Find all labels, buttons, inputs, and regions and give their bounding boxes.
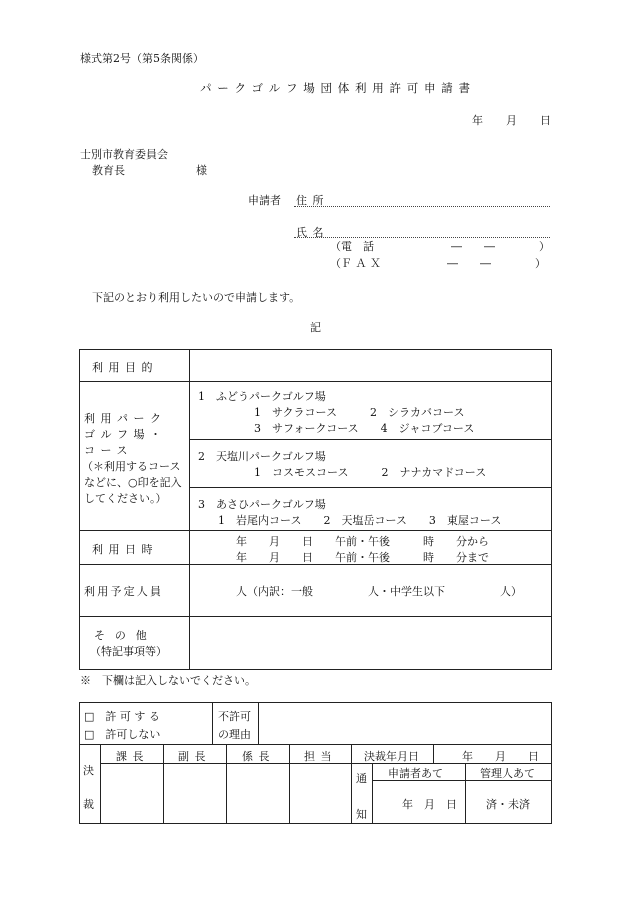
datetime-label: 利用日時 xyxy=(92,543,158,556)
header-kacho: 課長 xyxy=(116,750,149,763)
form-number: 様式第2号（第5条関係） xyxy=(80,52,204,65)
course-label-5: などに、○印を記入 xyxy=(84,476,182,489)
course-group-2-title: 2 天塩川パークゴルフ場 xyxy=(198,450,326,463)
tanto-stamp-cell[interactable] xyxy=(291,766,349,822)
course-group-1-line-2[interactable]: 3 サフォークコース 4 ジャコブコース xyxy=(254,422,475,435)
header-tanto: 担当 xyxy=(304,750,337,763)
decision-date-label: 決裁年月日 xyxy=(364,750,419,763)
applicant-address-label: 住所 xyxy=(296,194,329,207)
applicant-fax: （Ｆ Ａ Ｘ ― ― ） xyxy=(330,257,546,270)
notice-char-2: 知 xyxy=(356,808,367,821)
deny-checkbox[interactable]: □ 許可しない xyxy=(84,728,161,741)
intro-text: 下記のとおり利用したいので申請します。 xyxy=(92,291,301,304)
address-line[interactable] xyxy=(294,206,550,207)
datetime-to[interactable]: 年 月 日 午前・午後 時 分まで xyxy=(236,551,489,564)
course-group-1-title: 1 ふどうパークゴルフ場 xyxy=(198,390,326,403)
purpose-field[interactable] xyxy=(194,353,548,377)
note-text: ※ 下欄は記入しないでください。 xyxy=(80,674,256,687)
datetime-from[interactable]: 年 月 日 午前・午後 時 分から xyxy=(236,535,489,548)
other-label: その他 xyxy=(94,629,157,642)
reason-label-1: 不許可 xyxy=(218,710,251,723)
sai-char: 裁 xyxy=(83,798,94,811)
date-year: 年 xyxy=(472,114,483,127)
date-day: 日 xyxy=(540,114,551,127)
ki-mark: 記 xyxy=(310,321,321,334)
date-month: 月 xyxy=(506,114,517,127)
header-kakaricho: 係長 xyxy=(242,750,275,763)
notice-date[interactable]: 年 月 日 xyxy=(402,798,457,811)
people-value[interactable]: 人（内訳：一般 人・中学生以下 人） xyxy=(236,585,522,598)
other-field[interactable] xyxy=(194,620,548,666)
other-sub: （特記事項等） xyxy=(90,645,167,658)
course-group-2-line-1[interactable]: 1 コスモスコース 2 ナナカマドコース xyxy=(254,466,487,479)
to-manager-label: 管理人あて xyxy=(480,767,535,780)
form-title: パークゴルフ場団体利用許可申請書 xyxy=(200,81,476,95)
addressee-honorific: 様 xyxy=(196,164,207,177)
applicant-name-label: 氏名 xyxy=(296,226,329,239)
sent-status[interactable]: 済・未済 xyxy=(486,798,530,811)
applicant-label: 申請者 xyxy=(248,194,281,207)
addressee-org: 士別市教育委員会 xyxy=(80,148,168,161)
reason-field[interactable] xyxy=(262,706,548,740)
course-group-1-line-1[interactable]: 1 サクラコース 2 シラカバコース xyxy=(254,406,465,419)
course-label-6: してください。） xyxy=(84,492,167,505)
course-label-4: （＊利用するコース xyxy=(82,460,181,473)
people-label: 利用予定人員 xyxy=(84,585,164,598)
course-label-3: コース xyxy=(84,444,133,457)
decision-date-value[interactable]: 年 月 日 xyxy=(462,750,539,763)
fukucho-stamp-cell[interactable] xyxy=(165,766,224,822)
permit-checkbox[interactable]: □ 許 可 す る xyxy=(84,710,160,723)
reason-label-2: の理由 xyxy=(218,728,251,741)
ketsu-char: 決 xyxy=(83,764,94,777)
header-fukucho: 副長 xyxy=(178,750,211,763)
course-group-3-line-1[interactable]: 1 岩尾内コース 2 天塩岳コース 3 東屋コース xyxy=(218,514,502,527)
course-label-1: 利用パーク xyxy=(84,412,167,425)
kakaricho-stamp-cell[interactable] xyxy=(228,766,287,822)
to-applicant-label: 申請者あて xyxy=(388,767,443,780)
notice-char-1: 通 xyxy=(356,772,367,785)
addressee-person: 教育長 xyxy=(92,164,125,177)
purpose-label: 利用目的 xyxy=(92,361,158,374)
kacho-stamp-cell[interactable] xyxy=(102,766,161,822)
applicant-tel: （電 話 ― ― ） xyxy=(330,240,550,253)
course-label-2: ゴルフ場・ xyxy=(84,428,167,441)
course-group-3-title: 3 あさひパークゴルフ場 xyxy=(198,498,326,511)
